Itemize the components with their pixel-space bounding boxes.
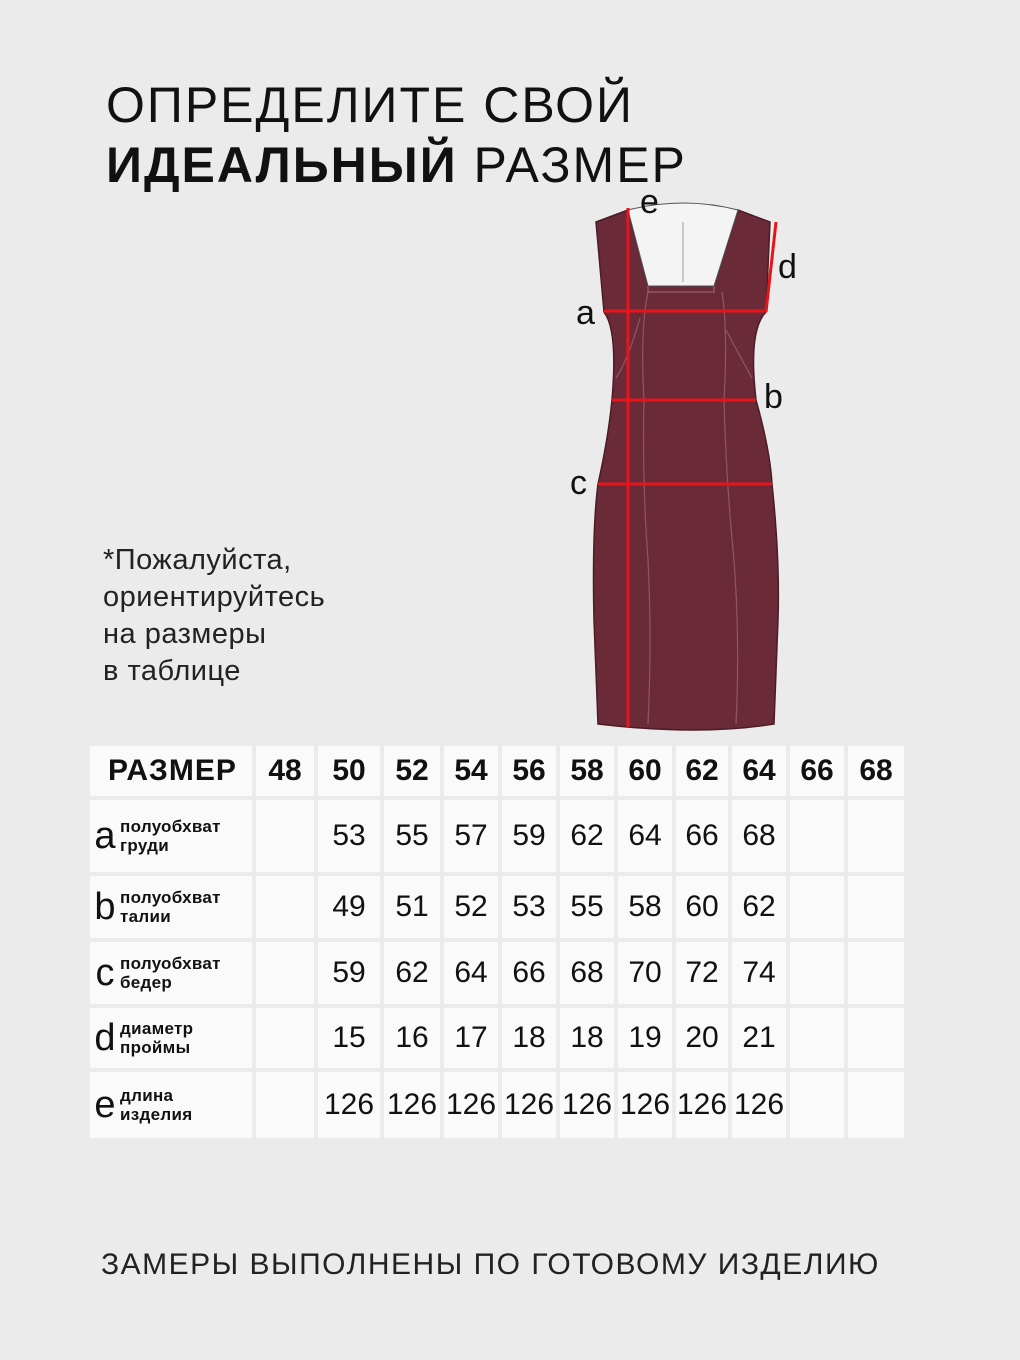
table-cell — [256, 942, 314, 1004]
size-header: 50 — [318, 746, 380, 796]
note-line: ориентируйтесь — [103, 581, 326, 613]
size-header: 48 — [256, 746, 314, 796]
dress-illustration — [560, 180, 800, 740]
dress-body — [594, 210, 779, 730]
row-label — [90, 942, 252, 1004]
table-cell — [790, 1008, 844, 1068]
table-cell: 126 — [444, 1072, 498, 1138]
table-row — [90, 876, 904, 938]
row-label — [90, 800, 252, 872]
page-title-bold: ИДЕАЛЬНЫЙ — [106, 137, 458, 193]
table-cell: 62 — [732, 876, 786, 938]
size-header: 66 — [790, 746, 844, 796]
table-cell — [256, 800, 314, 872]
row-desc: длина — [120, 1086, 174, 1105]
table-cell: 18 — [502, 1008, 556, 1068]
page-title-rest: РАЗМЕР — [457, 137, 687, 193]
label-d: d — [778, 248, 797, 286]
table-row — [90, 800, 904, 872]
table-cell — [790, 800, 844, 872]
row-desc: изделия — [120, 1105, 193, 1124]
table-cell — [848, 1072, 904, 1138]
table-cell: 55 — [384, 800, 440, 872]
table-cell: 126 — [502, 1072, 556, 1138]
note-line: на размеры — [103, 618, 267, 650]
row-desc: полуобхват — [120, 817, 221, 836]
table-header-row — [90, 746, 904, 796]
table-cell: 59 — [318, 942, 380, 1004]
row-desc: полуобхват — [120, 888, 221, 907]
table-cell — [256, 1008, 314, 1068]
label-a: a — [576, 294, 595, 332]
row-desc: диаметр — [120, 1019, 194, 1038]
table-cell — [848, 1008, 904, 1068]
size-table — [86, 742, 908, 1142]
size-header: 68 — [848, 746, 904, 796]
table-cell — [848, 876, 904, 938]
size-header: 60 — [618, 746, 672, 796]
table-cell: 74 — [732, 942, 786, 1004]
table-cell: 68 — [732, 800, 786, 872]
table-row — [90, 942, 904, 1004]
footer-note: ЗАМЕРЫ ВЫПОЛНЕНЫ ПО ГОТОВОМУ ИЗДЕЛИЮ — [101, 1248, 880, 1281]
table-row — [90, 1072, 904, 1138]
dress-measurement-diagram — [560, 180, 800, 740]
row-letter: a — [94, 815, 116, 857]
table-cell: 20 — [676, 1008, 728, 1068]
table-cell: 126 — [732, 1072, 786, 1138]
table-cell: 126 — [384, 1072, 440, 1138]
table-cell — [848, 800, 904, 872]
table-cell: 126 — [560, 1072, 614, 1138]
row-letter: d — [94, 1017, 116, 1059]
row-desc: бедер — [120, 973, 173, 992]
table-cell: 59 — [502, 800, 556, 872]
header-label: РАЗМЕР — [90, 746, 252, 796]
table-cell — [790, 1072, 844, 1138]
table-cell: 68 — [560, 942, 614, 1004]
table-cell: 72 — [676, 942, 728, 1004]
row-letter: c — [95, 952, 115, 994]
table-cell — [256, 1072, 314, 1138]
row-letter: e — [94, 1084, 116, 1126]
table-cell: 126 — [676, 1072, 728, 1138]
table-cell: 52 — [444, 876, 498, 938]
row-desc: груди — [120, 836, 170, 855]
page-title-line1: ОПРЕДЕЛИТЕ СВОЙ — [106, 77, 634, 133]
row-label — [90, 1072, 252, 1138]
table-cell: 70 — [618, 942, 672, 1004]
table-cell — [256, 876, 314, 938]
table-cell: 53 — [502, 876, 556, 938]
table-cell: 53 — [318, 800, 380, 872]
row-desc: полуобхват — [120, 954, 221, 973]
table-cell: 17 — [444, 1008, 498, 1068]
row-letter: b — [94, 886, 116, 928]
table-cell: 66 — [676, 800, 728, 872]
table-cell: 21 — [732, 1008, 786, 1068]
row-label — [90, 1008, 252, 1068]
table-cell — [790, 876, 844, 938]
size-header: 64 — [732, 746, 786, 796]
table-cell: 16 — [384, 1008, 440, 1068]
table-cell — [790, 942, 844, 1004]
row-desc: проймы — [120, 1038, 191, 1057]
table-cell: 66 — [502, 942, 556, 1004]
table-cell: 18 — [560, 1008, 614, 1068]
table-cell: 57 — [444, 800, 498, 872]
table-cell: 126 — [318, 1072, 380, 1138]
size-header: 62 — [676, 746, 728, 796]
size-header: 54 — [444, 746, 498, 796]
size-header: 52 — [384, 746, 440, 796]
table-cell: 62 — [384, 942, 440, 1004]
table-row — [90, 1008, 904, 1068]
table-cell — [848, 942, 904, 1004]
label-b: b — [764, 378, 783, 416]
size-header: 56 — [502, 746, 556, 796]
table-cell: 55 — [560, 876, 614, 938]
table-cell: 51 — [384, 876, 440, 938]
table-cell: 15 — [318, 1008, 380, 1068]
size-note — [103, 542, 325, 690]
table-cell: 126 — [618, 1072, 672, 1138]
row-label — [90, 876, 252, 938]
table-cell: 64 — [618, 800, 672, 872]
table-cell: 49 — [318, 876, 380, 938]
table-cell: 58 — [618, 876, 672, 938]
label-e: e — [640, 183, 659, 221]
note-line: в таблице — [103, 655, 241, 687]
note-line: *Пожалуйста, — [103, 544, 292, 576]
table-cell: 64 — [444, 942, 498, 1004]
table-cell: 60 — [676, 876, 728, 938]
row-desc: талии — [120, 907, 171, 926]
table-cell: 19 — [618, 1008, 672, 1068]
label-c: c — [570, 464, 587, 502]
size-header: 58 — [560, 746, 614, 796]
table-cell: 62 — [560, 800, 614, 872]
